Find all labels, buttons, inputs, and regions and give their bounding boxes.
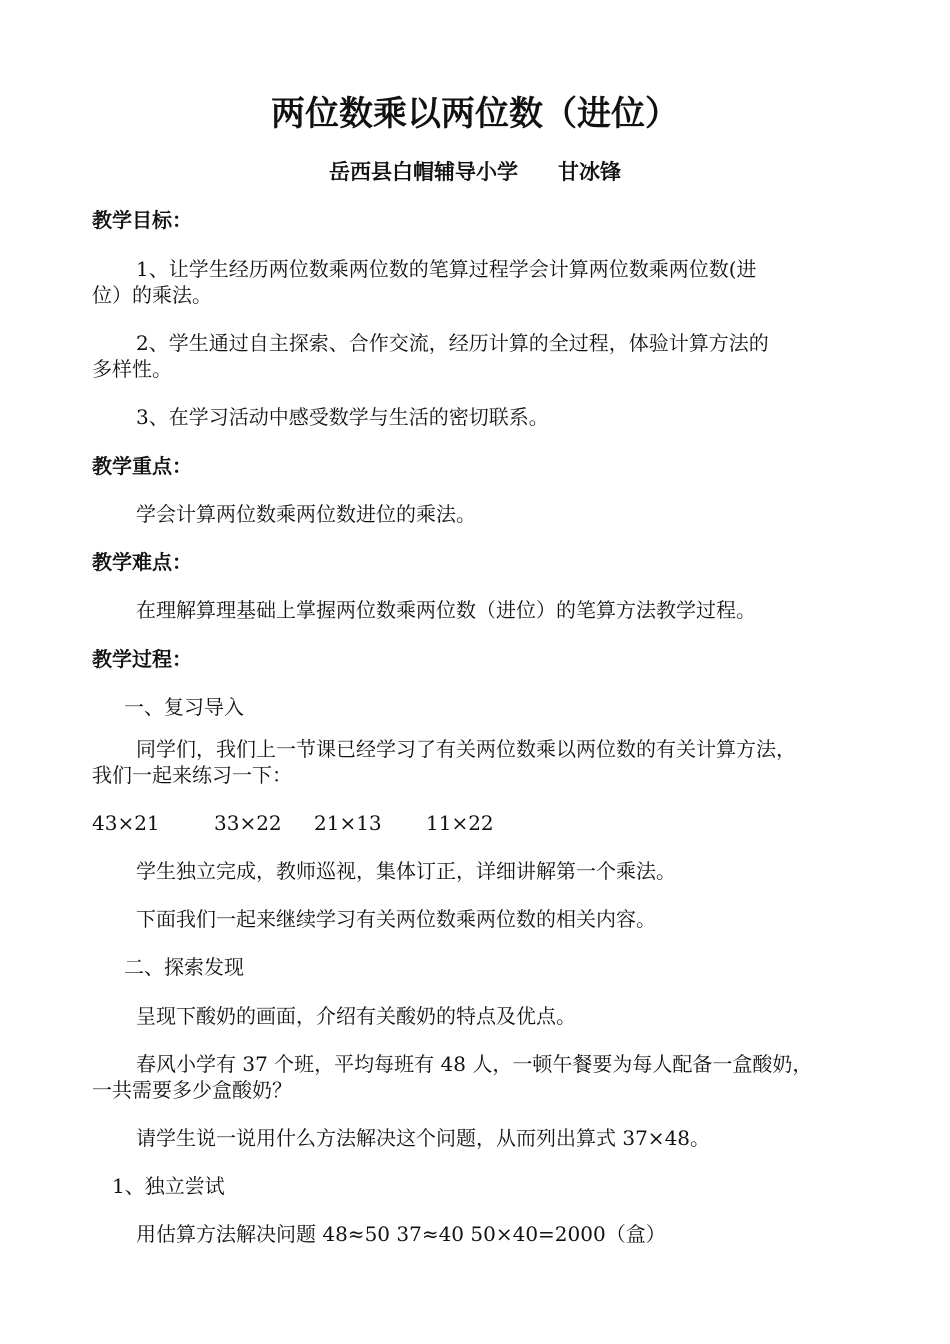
part1-text-line2: 我们一起来练习一下： bbox=[92, 763, 292, 787]
part2-text2-line1: 春风小学有 37 个班，平均每班有 48 人，一顿午餐要为每人配备一盒酸奶， bbox=[136, 1052, 813, 1076]
part1-text3: 下面我们一起来继续学习有关两位数乘两位数的相关内容。 bbox=[136, 907, 656, 931]
exercise-4: 11×22 bbox=[426, 811, 494, 835]
part2-text3: 请学生说一说用什么方法解决这个问题，从而列出算式 37×48。 bbox=[136, 1126, 711, 1150]
objective-2-line1: 2、学生通过自主探索、合作交流，经历计算的全过程，体验计算方法的 bbox=[136, 331, 769, 355]
document-title: 两位数乘以两位数（进位） bbox=[271, 94, 679, 134]
author-line bbox=[0, 158, 950, 186]
objective-2-line2: 多样性。 bbox=[92, 357, 172, 381]
difficulty-heading: 教学难点： bbox=[92, 550, 192, 574]
part2-text2-line2: 一共需要多少盒酸奶？ bbox=[92, 1078, 292, 1102]
part2-text1: 呈现下酸奶的画面，介绍有关酸奶的特点及优点。 bbox=[136, 1004, 576, 1028]
author-name: 甘冰锋 bbox=[558, 160, 621, 184]
process-heading: 教学过程： bbox=[92, 647, 192, 671]
exercise-3: 21×13 bbox=[314, 811, 382, 835]
step1-text: 用估算方法解决问题 48≈50 37≈40 50×40=2000（盒） bbox=[136, 1222, 666, 1246]
objective-1-line2: 位）的乘法。 bbox=[92, 283, 212, 307]
exercise-list bbox=[92, 810, 882, 836]
objective-3: 3、在学习活动中感受数学与生活的密切联系。 bbox=[136, 405, 549, 429]
step1-heading: 1、独立尝试 bbox=[112, 1174, 225, 1198]
part1-heading: 一、复习导入 bbox=[124, 695, 244, 719]
objectives-heading: 教学目标： bbox=[92, 208, 192, 232]
difficulty-text: 在理解算理基础上掌握两位数乘两位数（进位）的笔算方法教学过程。 bbox=[136, 598, 756, 622]
part1-text2: 学生独立完成，教师巡视，集体订正，详细讲解第一个乘法。 bbox=[136, 859, 676, 883]
key-text: 学会计算两位数乘两位数进位的乘法。 bbox=[136, 502, 476, 526]
objective-1-line1: 1、让学生经历两位数乘两位数的笔算过程学会计算两位数乘两位数(进 bbox=[136, 257, 757, 281]
exercise-1: 43×21 bbox=[92, 811, 160, 835]
key-heading: 教学重点： bbox=[92, 454, 192, 478]
part2-heading: 二、探索发现 bbox=[124, 955, 244, 979]
exercise-2: 33×22 bbox=[214, 811, 282, 835]
author-school: 岳西县白帽辅导小学 bbox=[329, 160, 518, 184]
part1-text-line1: 同学们，我们上一节课已经学习了有关两位数乘以两位数的有关计算方法， bbox=[136, 737, 796, 761]
